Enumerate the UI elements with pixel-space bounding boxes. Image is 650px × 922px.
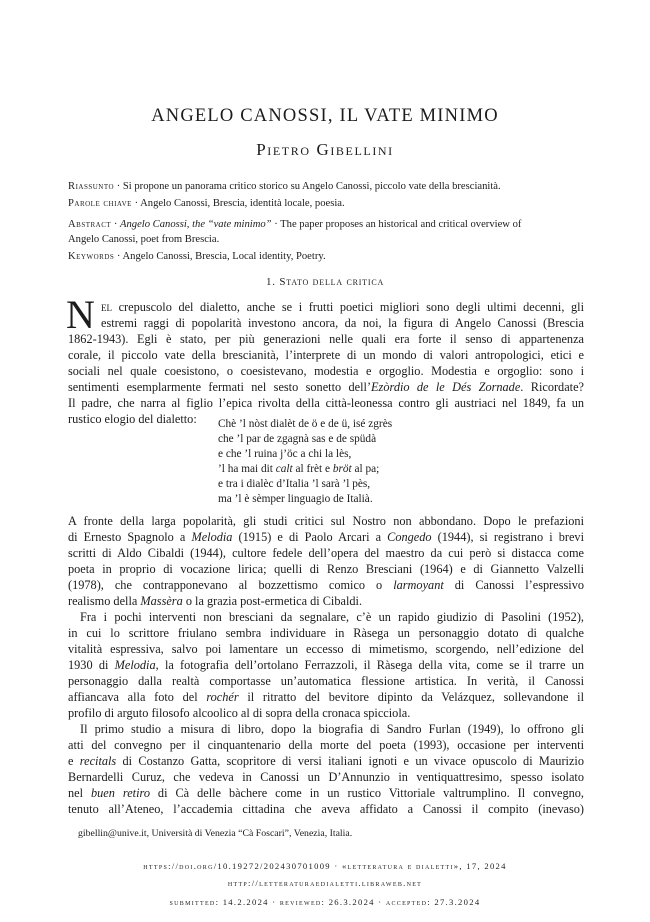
body-line: 1862-1943). Egli è stato, per più generazioni nelle quali era forte il senso di appartenenza bbox=[68, 332, 584, 346]
body-line: sociali nel quale coesistono, o coesistevano, modestia e orgoglio. Modestia e orgoglio: sono i bbox=[68, 364, 584, 378]
article-title: ANGELO CANOSSI, IL VATE MINIMO bbox=[151, 106, 499, 126]
abstract-text-2: Angelo Canossi, poet from Brescia. bbox=[68, 233, 220, 245]
verse-line: e che ’l ruina j’öc a chi la lès, bbox=[218, 448, 352, 460]
body-line: rustico elogio del dialetto: bbox=[68, 412, 197, 426]
verse-line: e tra i dialèc d’Italia ’l sarà ’l pès, bbox=[218, 478, 371, 490]
body-line: profilo di arguto filosofo alcoolico al di sopra della cronaca spicciola. bbox=[68, 706, 411, 720]
drop-cap: N bbox=[66, 292, 95, 337]
body-line: personaggio dalla realtà comportasse un’automatica flessione artistica. In verità, il Canossi bbox=[68, 674, 584, 688]
verse-line: Chè ’l nòst dialèt de ö e de ü, isé zgrès bbox=[218, 418, 393, 430]
keywords bbox=[68, 250, 584, 265]
section-heading: 1. Stato della critica bbox=[265, 276, 385, 288]
body-line: nel buen retiro di Cà delle bàchere come in un rustico Vittoriale valtrumplino. Il convegno, bbox=[68, 786, 584, 800]
article-author: Pietro Gibellini bbox=[256, 140, 394, 159]
verse-line: che ’l par de zgagnà sas e de spüdà bbox=[218, 433, 377, 445]
parole-chiave-text: · Angelo Canossi, Brescia, identità locale, poesia. bbox=[131, 198, 345, 209]
body-line: poeta in proprio di vocazione lirica; quelli di Renzo Bresciani (1964) e di Giannetto Valzelli bbox=[68, 562, 584, 576]
body-line: Il padre, che narra al figlio l’epica rivolta della città-leonessa contro gli austriaci nel 1849, fa un bbox=[68, 396, 584, 410]
parole-chiave-label: Parole chiave bbox=[68, 198, 132, 209]
abstract-title: Angelo Canossi, the “vate minimo” bbox=[120, 219, 272, 230]
body-line: Il primo studio a misura di libro, dopo la biografia di Sandro Furlan (1949), lo offrono gli bbox=[80, 722, 584, 736]
body-line: tenuto all’Ateneo, l’accademia cittadina che aveva affidato a Canossi il compito (inevaso) bbox=[68, 802, 584, 816]
body-line: realismo della Massèra o la grazia post-ermetica di Cibaldi. bbox=[68, 594, 363, 608]
riassunto-label: Riassunto bbox=[68, 181, 115, 192]
body-line: di Ernesto Spagnolo a Melodia (1915) e di Paolo Arcari a Congedo (1944), si registrano i brevi bbox=[68, 530, 584, 544]
abstract-text-1: · The paper proposes an historical and critical overview of bbox=[271, 219, 522, 230]
body-line: in cui lo scrittore friulano sembra individuare in Ràsega un personaggio dotato di qualche bbox=[68, 626, 584, 640]
verse-line: ma ’l è sèmper linguagio de Italià. bbox=[218, 493, 373, 505]
body-line: A fronte della larga popolarità, gli studi critici sul Nostro non abbondano. Dopo le prefazioni bbox=[68, 514, 584, 528]
body-line: vitalità espressiva, salvo poi lamentare un eccesso di mimetismo, scorgendo, nell’edizione del bbox=[68, 642, 584, 656]
body-line: el crepuscolo del dialetto, anche se i frutti poetici migliori sono degli ultimi decenni, gli bbox=[101, 300, 584, 314]
riassunto-text: · Si propone un panorama critico storico su Angelo Canossi, piccolo vate della brescianità. bbox=[114, 181, 501, 192]
body-line: atti del convegno per il cinquantenario della morte del poeta (1993), occasione per interventi bbox=[68, 738, 584, 752]
body-line: corale, il piccolo vate della brescianità, l’interprete di un mondo di valori antropologici, etici e bbox=[68, 348, 584, 362]
abstract-separator: · bbox=[111, 219, 120, 230]
body-line: affiancava alla foto del rochér il ritratto del bevitore dipinto da Velázquez, sollevandone il bbox=[68, 690, 584, 704]
body-line: sentimenti esemplarmente fermati nel sesto sonetto dell’Ezòrdio de le Dés Zornade. Ricordate? bbox=[68, 380, 584, 394]
footer-url: http://letteraturaedialetti.libraweb.net bbox=[227, 878, 423, 888]
keywords-label: Keywords bbox=[68, 251, 115, 262]
author-email-affiliation: gibellin@unive.it, Università di Venezia “Cà Foscari”, Venezia, Italia. bbox=[78, 828, 353, 839]
verse-line: ’l ha mai dit calt al frèt e bröt al pa; bbox=[218, 463, 380, 475]
body-line: scritti di Aldo Cibaldi (1944), cultore fedele dell’opera del maestro da cui però si distacca come bbox=[68, 546, 584, 560]
parole-chiave bbox=[68, 197, 584, 212]
body-line: 1930 di Melodia, la fotografia dell’ortolano Ferrazzoli, il Ràsega della vita, come se il trarre un bbox=[68, 658, 584, 672]
riassunto bbox=[68, 180, 584, 195]
abstract-label: Abstract bbox=[68, 219, 112, 230]
footer-doi: https://doi.org/10.19272/202430701009 · «letteratura e dialetti», 17, 2024 bbox=[143, 861, 507, 871]
body-line: e recitals di Costanzo Gatta, scopritore di versi italiani ignoti e un vivace opuscolo di Maurizio bbox=[68, 754, 584, 768]
body-line: Bernardelli Curuz, che vedeva in Canossi un D’Annunzio in ventiquattresimo, spesso isolato bbox=[68, 770, 584, 784]
body-line: Fra i pochi interventi non bresciani da segnalare, c’è un rapido giudizio di Pasolini (1952), bbox=[80, 610, 584, 624]
keywords-text: · Angelo Canossi, Brescia, Local identity, Poetry. bbox=[114, 251, 326, 262]
body-line: (1978), che contrapponevano al bozzettismo comico o larmoyant di Canossi l’espressivo bbox=[68, 578, 584, 592]
abstract bbox=[68, 218, 584, 247]
footer-dates: submitted: 14.2.2024 · reviewed: 26.3.2024 · accepted: 27.3.2024 bbox=[169, 897, 481, 907]
body-line: estremi raggi di popolarità investono ancora, da noi, la figura di Angelo Canossi (Brescia bbox=[101, 316, 584, 330]
